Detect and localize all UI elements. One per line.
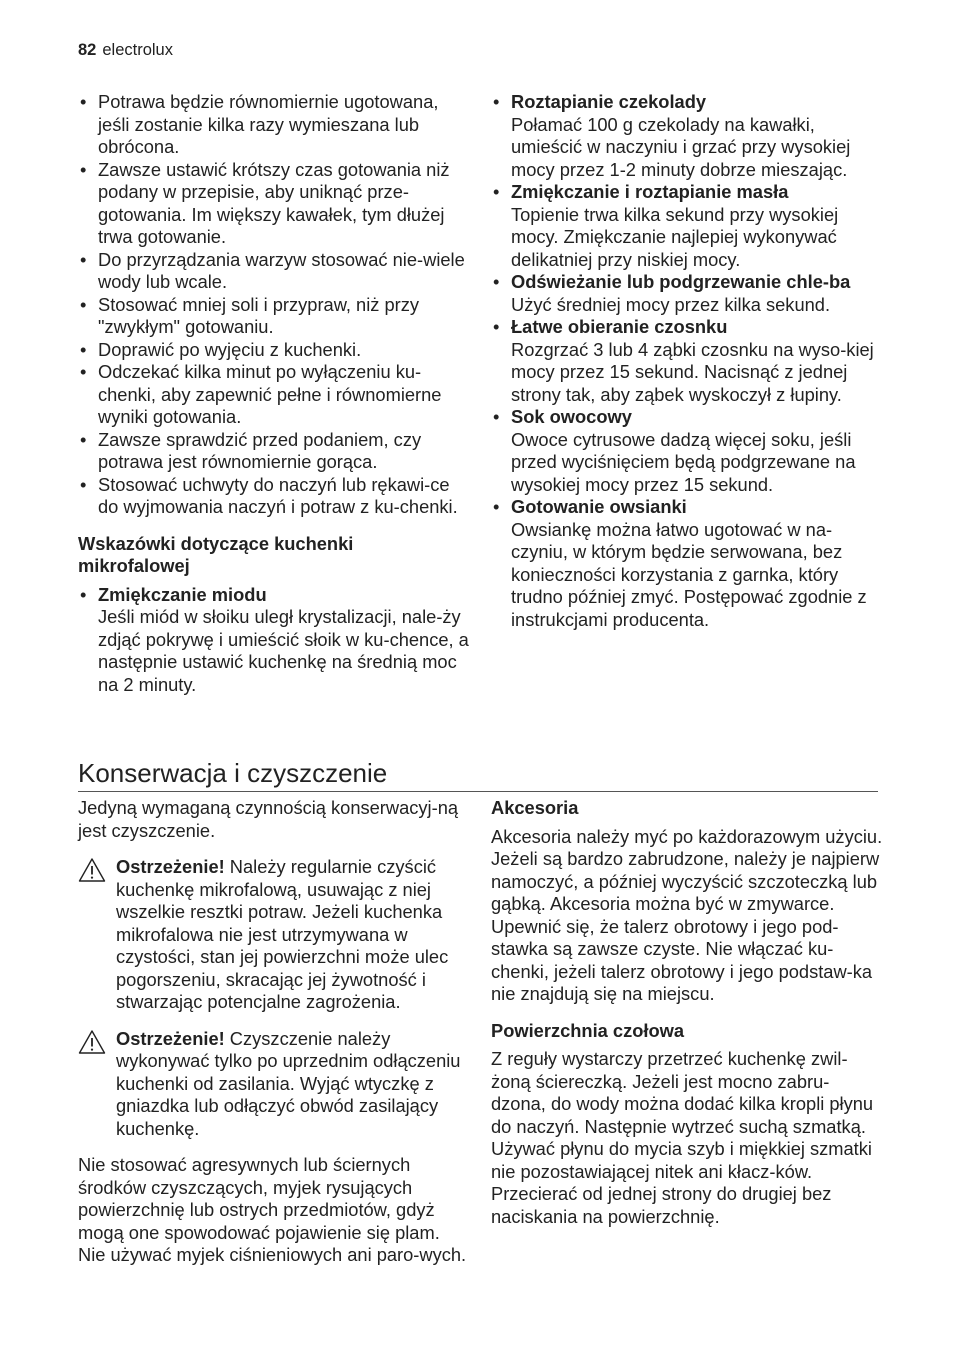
- accessories-paragraph: Akcesoria należy myć po każdorazowym użyciu. Jeżeli są bardzo zabrudzone, należy je najpierw namoczyć, a później wyczyścić szczoteczką lub gąbką. Akcesoria można być w zmywarce.: [491, 825, 883, 914]
- tip-text: Owoce cytrusowe dadzą więcej soku, jeśli przed wyciśnięciem będą podgrzewane na wysokiej mocy przez 15 sekund.: [511, 428, 856, 495]
- maintenance-intro: Jedyną wymaganą czynnością konserwacyj-ną jest czyszczenie.: [78, 797, 459, 841]
- list-item: [78, 584, 470, 697]
- microwave-tips-heading: Wskazówki dotyczące kuchenki mikrofalowej: [78, 532, 354, 576]
- tip-title: Gotowanie owsianki: [511, 496, 687, 517]
- tip-text: Użyć średniej mocy przez kilka sekund.: [511, 293, 831, 315]
- section-title: Konserwacja i czyszczenie: [78, 758, 388, 788]
- abrasives-note: Nie stosować agresywnych lub ściernych środków czyszczących, myjek rysujących powierzchnię lub ostrych przedmiotów, gdyż mogą one spowodować pojawienie się plam. Nie używać myjek ciśnieniowych ani paro-wych.: [78, 1154, 467, 1265]
- lower-left-column: [78, 797, 470, 1267]
- page-header: [78, 40, 173, 60]
- list-item: • Doprawić po wyjęciu z kuchenki.: [78, 339, 470, 362]
- tip-text: Połamać 100 g czekolady na kawałki, umieścić w naczyniu i grzać przy wysokiej mocy przez 1-2 minuty dobrze mieszając.: [511, 113, 851, 180]
- list-item: [491, 496, 883, 631]
- section-divider: [78, 791, 878, 792]
- warning-text: [116, 1028, 470, 1141]
- list-item: [491, 271, 883, 316]
- warning-block: [78, 1028, 470, 1141]
- tip-title: Zmiękczanie miodu: [98, 583, 267, 605]
- list-item: • Zawsze sprawdzić przed podaniem, czy potrawa jest równomiernie gorąca.: [78, 429, 470, 474]
- warning-label: Ostrzeżenie!: [116, 1027, 225, 1049]
- tips-list: [78, 91, 470, 519]
- microwave-tips-list-left: [78, 584, 470, 697]
- warning-triangle-icon: [78, 857, 106, 883]
- list-item: [491, 316, 883, 406]
- upper-right-column: [491, 91, 883, 631]
- list-item: • Potrawa będzie równomiernie ugotowana, jeśli zostanie kilka razy wymieszana lub obrócona.: [78, 91, 470, 159]
- list-item: [491, 181, 883, 271]
- microwave-tips-list-right: [491, 91, 883, 631]
- list-item: [491, 406, 883, 496]
- warning-block: [78, 856, 470, 1014]
- tip-title: Sok owocowy: [511, 406, 632, 427]
- tip-title: Łatwe obieranie czosnku: [511, 316, 728, 337]
- list-item: • Stosować uchwyty do naczyń lub rękawi-ce do wyjmowania naczyń i potraw z ku-chenki.: [78, 474, 470, 519]
- upper-left-column: [78, 91, 470, 696]
- tip-title: Odświeżanie lub podgrzewanie chle-ba: [511, 271, 851, 292]
- warning-triangle-icon: [78, 1029, 106, 1055]
- warning-text: [116, 856, 470, 1014]
- list-item: • Zawsze ustawić krótszy czas gotowania niż podany w przepisie, aby uniknąć prze-gotowania. Im większy kawałek, tym dłużej trwa gotowanie.: [78, 159, 470, 249]
- list-item: [491, 91, 883, 181]
- tip-text: Owsiankę można łatwo ugotować w na-czyniu, w którym będzie serwowana, bez konieczności korzystania z garnka, który trudno później zmyć. Postępować zgodnie z instrukcjami producenta.: [511, 518, 867, 630]
- front-surface-paragraph: Z reguły wystarczy przetrzeć kuchenkę zwil-żoną ściereczką. Jeżeli jest mocno zabru-dzona, do wody można dodać kilka kropli płynu do naczyń. Następnie wytrzeć suchą szmatką.: [491, 1048, 874, 1137]
- warning-label: Ostrzeżenie!: [116, 856, 225, 877]
- brand-name: electrolux: [102, 41, 173, 59]
- list-item: • Stosować mniej soli i przypraw, niż przy "zwykłym" gotowaniu.: [78, 294, 470, 339]
- warning-body: Czyszczenie należy wykonywać tylko po uprzednim odłączeniu kuchenki od zasilania. Wyjąć wtyczkę z gniazdka lub odłączyć obwód zasilający kuchenkę.: [116, 1027, 461, 1139]
- tip-text: Jeśli miód w słoiku uległ krystalizacji, nale-ży zdjąć pokrywę i umieścić słoik w ku-chence, a następnie ustawić kuchenkę na średnią moc na 2 minuty.: [98, 606, 469, 695]
- front-surface-heading: Powierzchnia czołowa: [491, 1019, 685, 1041]
- tip-title: Zmiękczanie i roztapianie masła: [511, 181, 789, 202]
- warning-body: Należy regularnie czyścić kuchenkę mikrofalową, usuwając z niej wszelkie resztki potraw. Jeżeli kuchenka mikrofalowa nie jest utrzymywana w czystości, stan jej powierzchni może ulec pogorszeniu, skracając jej żywotność i stwarzając potencjalne zagrożenia.: [116, 856, 449, 1012]
- page-number: 82: [78, 41, 97, 59]
- tip-text: Rozgrzać 3 lub 4 ząbki czosnku na wyso-kiej mocy przez 15 sekund. Nacisnąć z jednej strony tak, aby ząbek wyskoczył z łupiny.: [511, 338, 874, 405]
- tip-title: Roztapianie czekolady: [511, 91, 707, 112]
- list-item: • Odczekać kilka minut po wyłączeniu ku-chenki, aby zapewnić pełne i równomierne wyniki gotowania.: [78, 361, 470, 429]
- front-surface-paragraph: Używać płynu do mycia szyb i miękkiej szmatki nie pozostawiającej nitek ani kłacz-ków. Przecierać od jednej strony do drugiej bez naciskania na powierzchnię.: [491, 1138, 872, 1227]
- lower-right-column: [491, 797, 883, 1228]
- accessories-paragraph: Upewnić się, że talerz obrotowy i jego pod-stawka są zawsze czyste. Nie włączać ku-chenki, jeżeli talerz obrotowy i jego podstaw-ka nie znajdują się na miejscu.: [491, 915, 873, 1004]
- accessories-heading: Akcesoria: [491, 797, 579, 818]
- list-item: • Do przyrządzania warzyw stosować nie-wiele wody lub wcale.: [78, 249, 470, 294]
- tip-text: Topienie trwa kilka sekund przy wysokiej mocy. Zmiękczanie najlepiej wykonywać delikatniej przy niskiej mocy.: [511, 203, 839, 270]
